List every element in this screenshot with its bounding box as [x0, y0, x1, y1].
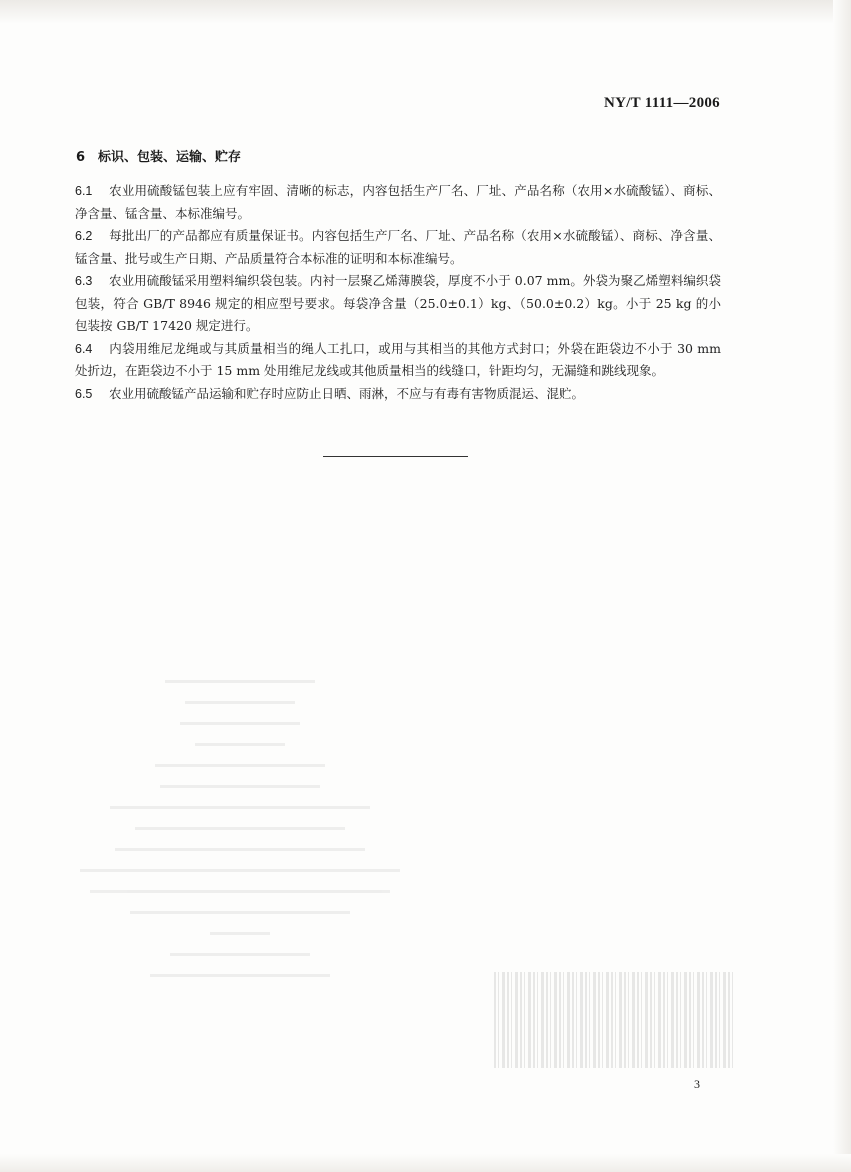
- section-title: 标识、包装、运输、贮存: [98, 150, 242, 165]
- standard-code: NY/T 1111—2006: [603, 95, 720, 111]
- section-heading: [76, 146, 241, 165]
- clause-text: 每批出厂的产品都应有质量保证书。内容包括生产厂名、厂址、产品名称（农用×水硫酸锰）、商标、净含量、锰含量、批号或生产日期、产品质量符合本标准的证明和本标准编号。: [75, 228, 721, 266]
- clause-6-3: [75, 270, 721, 338]
- clause-6-2: [75, 225, 721, 270]
- clause-list: [75, 180, 721, 405]
- clause-number: 6.1: [75, 184, 93, 198]
- end-of-text-rule: [323, 456, 468, 457]
- clause-number: 6.3: [75, 274, 93, 288]
- clause-text: 内袋用维尼龙绳或与其质量相当的绳人工扎口，或用与其相当的其他方式封口；外袋在距袋边不小于 30 mm 处折边，在距袋边不小于 15 mm 处用维尼龙线或其他质量相当的线缝口，针距均匀，无漏缝和跳线现象。: [75, 340, 721, 378]
- page-number: 3: [694, 1077, 700, 1091]
- clause-text: 农业用硫酸锰产品运输和贮存时应防止日晒、雨淋，不应与有毒有害物质混运、混贮。: [109, 385, 585, 401]
- clause-number: 6.4: [75, 341, 93, 356]
- scan-shadow-top: [0, 0, 851, 24]
- clause-number: 6.2: [75, 229, 93, 243]
- clause-number: 6.5: [75, 386, 93, 401]
- scan-shadow-right: [833, 0, 851, 1172]
- clause-text: 农业用硫酸锰采用塑料编织袋包装。内衬一层聚乙烯薄膜袋，厚度不小于 0.07 mm。外袋为聚乙烯塑料编织袋包装，符合 GB/T 8946 规定的相应型号要求。每袋净含量（25.0±0.1）kg、（50.0±0.2）kg。小于 25 kg 的小包装按 GB/T 17420 规定进行。: [75, 273, 721, 333]
- show-through-text: [70, 680, 410, 1080]
- barcode-show-through: [494, 972, 734, 1068]
- clause-6-1: [75, 180, 721, 225]
- section-number: 6: [76, 150, 86, 165]
- clause-6-4: [75, 338, 721, 383]
- clause-6-5: [75, 383, 721, 406]
- clause-text: 农业用硫酸锰包装上应有牢固、清晰的标志，内容包括生产厂名、厂址、产品名称（农用×水硫酸锰）、商标、净含量、锰含量、本标准编号。: [75, 183, 721, 221]
- scan-shadow-bottom: [0, 1154, 851, 1172]
